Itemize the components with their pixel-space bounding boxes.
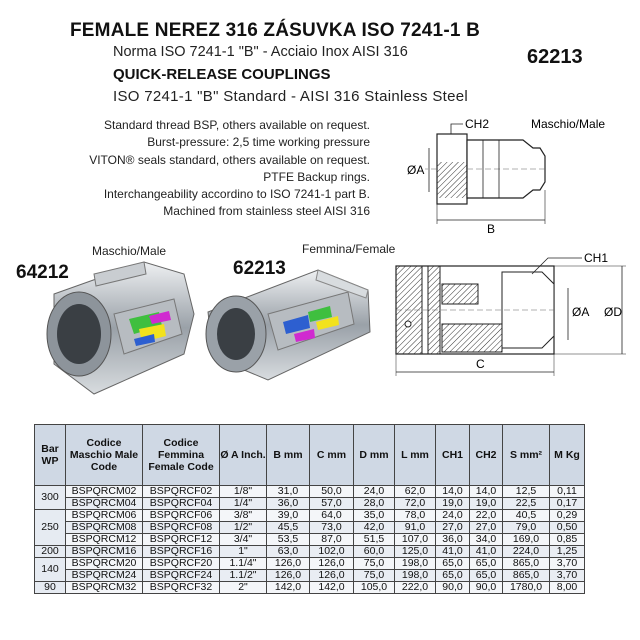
table-cell: 73,0 (310, 522, 354, 534)
table-cell: 40,5 (503, 510, 550, 522)
table-cell: 90,0 (470, 582, 503, 594)
table-cell: BSPQRCM32 (66, 582, 143, 594)
table-cell: BSPQRCM16 (66, 546, 143, 558)
subtitle-bold: QUICK-RELEASE COUPLINGS (113, 66, 331, 83)
table-cell: 1,25 (550, 546, 585, 558)
table-cell: BSPQRCM20 (66, 558, 143, 570)
table-cell: 2" (220, 582, 267, 594)
table-cell: 34,0 (470, 534, 503, 546)
table-cell: 65,0 (436, 558, 470, 570)
table-cell: 222,0 (395, 582, 436, 594)
bar-wp-cell: 140 (35, 558, 66, 582)
table-cell: 1/2" (220, 522, 267, 534)
description-line: Interchangeability accordino to ISO 7241-1 part B. (103, 187, 370, 202)
table-cell: BSPQRCM02 (66, 486, 143, 498)
dia-d-label: ØD (604, 305, 622, 319)
table-cell: BSPQRCM06 (66, 510, 143, 522)
header-male-code: Codice Maschio Male Code (66, 425, 143, 486)
table-cell: 126,0 (267, 558, 310, 570)
table-cell: 57,0 (310, 498, 354, 510)
description-line: Machined from stainless steel AISI 316 (163, 204, 370, 219)
table-cell: 0,50 (550, 522, 585, 534)
table-cell: BSPQRCF20 (143, 558, 220, 570)
table-cell: BSPQRCM24 (66, 570, 143, 582)
ch2-label: CH2 (465, 117, 490, 131)
table-cell: 65,0 (436, 570, 470, 582)
table-cell: 865,0 (503, 558, 550, 570)
female-coupling-image (198, 262, 380, 386)
dim-b-label: B (487, 222, 496, 236)
header-d: D mm (354, 425, 395, 486)
table-cell: 126,0 (310, 558, 354, 570)
female-technical-drawing (382, 244, 636, 380)
header-female-code: Codice Femmina Female Code (143, 425, 220, 486)
header-l: L mm (395, 425, 436, 486)
spec-table (34, 424, 585, 594)
dim-c-label: C (476, 357, 485, 371)
header-dia-a: Ø A Inch. (220, 425, 267, 486)
table-cell: 42,0 (354, 522, 395, 534)
table-cell: 39,0 (267, 510, 310, 522)
table-cell: 24,0 (436, 510, 470, 522)
table-cell: 75,0 (354, 558, 395, 570)
table-cell: 65,0 (470, 558, 503, 570)
table-row (35, 522, 585, 534)
table-cell: 865,0 (503, 570, 550, 582)
table-row (35, 486, 585, 498)
table-cell: BSPQRCM04 (66, 498, 143, 510)
description-block (30, 117, 370, 221)
product-code: 62213 (527, 46, 583, 68)
table-body (35, 486, 585, 594)
header-b: B mm (267, 425, 310, 486)
table-cell: 102,0 (310, 546, 354, 558)
table-cell: 22,5 (503, 498, 550, 510)
description-line: PTFE Backup rings. (263, 169, 370, 184)
female-photo-code: 62213 (233, 258, 286, 279)
bar-wp-cell: 300 (35, 486, 66, 510)
male-technical-drawing (395, 112, 625, 238)
table-header-row (35, 425, 585, 486)
description-line: VITON® seals standard, others available on request. (89, 152, 370, 167)
bar-wp-cell: 90 (35, 582, 66, 594)
table-cell: 19,0 (436, 498, 470, 510)
table-cell: 36,0 (436, 534, 470, 546)
table-cell: 75,0 (354, 570, 395, 582)
table-cell: 24,0 (354, 486, 395, 498)
table-cell: 28,0 (354, 498, 395, 510)
table-cell: 35,0 (354, 510, 395, 522)
bar-wp-cell: 250 (35, 510, 66, 546)
table-cell: 12,5 (503, 486, 550, 498)
table-cell: BSPQRCF32 (143, 582, 220, 594)
table-row (35, 546, 585, 558)
table-cell: BSPQRCF02 (143, 486, 220, 498)
table-cell: 31,0 (267, 486, 310, 498)
table-cell: BSPQRCF16 (143, 546, 220, 558)
table-cell: 8,00 (550, 582, 585, 594)
male-photo-code: 64212 (16, 262, 69, 283)
table-cell: 87,0 (310, 534, 354, 546)
table-row (35, 558, 585, 570)
table-cell: 22,0 (470, 510, 503, 522)
table-cell: 14,0 (436, 486, 470, 498)
table-cell: 107,0 (395, 534, 436, 546)
dia-a-label: ØA (572, 305, 590, 319)
table-cell: 0,17 (550, 498, 585, 510)
table-cell: 1.1/2" (220, 570, 267, 582)
subtitle-italian: Norma ISO 7241-1 "B" - Acciaio Inox AISI 316 (113, 44, 408, 60)
table-row (35, 534, 585, 546)
ch1-label: CH1 (584, 251, 609, 265)
male-coupling-image (34, 254, 204, 404)
table-cell: BSPQRCM08 (66, 522, 143, 534)
table-cell: BSPQRCF06 (143, 510, 220, 522)
table-cell: 126,0 (310, 570, 354, 582)
female-photo-label: Femmina/Female (302, 242, 396, 256)
table-cell: 72,0 (395, 498, 436, 510)
table-cell: 41,0 (436, 546, 470, 558)
table-cell: 36,0 (267, 498, 310, 510)
page-title: FEMALE NEREZ 316 ZÁSUVKA ISO 7241-1 B (70, 20, 481, 41)
table-cell: BSPQRCF04 (143, 498, 220, 510)
table-cell: 3/4" (220, 534, 267, 546)
table-cell: 224,0 (503, 546, 550, 558)
table-cell: 27,0 (436, 522, 470, 534)
table-cell: 19,0 (470, 498, 503, 510)
table-cell: 1.1/4" (220, 558, 267, 570)
table-cell: 1780,0 (503, 582, 550, 594)
table-cell: 79,0 (503, 522, 550, 534)
table-cell: 27,0 (470, 522, 503, 534)
table-cell: BSPQRCF08 (143, 522, 220, 534)
table-cell: 169,0 (503, 534, 550, 546)
table-cell: BSPQRCM12 (66, 534, 143, 546)
table-cell: 91,0 (395, 522, 436, 534)
table-row (35, 510, 585, 522)
table-cell: 53,5 (267, 534, 310, 546)
table-cell: 62,0 (395, 486, 436, 498)
table-cell: 50,0 (310, 486, 354, 498)
header-c: C mm (310, 425, 354, 486)
table-cell: 0,11 (550, 486, 585, 498)
table-cell: 14,0 (470, 486, 503, 498)
table-cell: 198,0 (395, 570, 436, 582)
table-cell: 1" (220, 546, 267, 558)
table-row (35, 570, 585, 582)
table-cell: 125,0 (395, 546, 436, 558)
table-cell: 45,5 (267, 522, 310, 534)
table-cell: 3,70 (550, 558, 585, 570)
table-cell: 63,0 (267, 546, 310, 558)
description-line: Standard thread BSP, others available on request. (104, 118, 370, 132)
table-cell: 1/4" (220, 498, 267, 510)
header-ch1: CH1 (436, 425, 470, 486)
subtitle-english: ISO 7241-1 "B" Standard - AISI 316 Stainless Steel (113, 88, 469, 105)
table-cell: 51,5 (354, 534, 395, 546)
table-cell: 142,0 (267, 582, 310, 594)
description-line: Burst-pressure: 2,5 time working pressure (147, 135, 370, 150)
table-cell: 64,0 (310, 510, 354, 522)
table-cell: 3/8" (220, 510, 267, 522)
table-cell: 3,70 (550, 570, 585, 582)
table-row (35, 582, 585, 594)
table-cell: 0,85 (550, 534, 585, 546)
header-s: S mm² (503, 425, 550, 486)
table-cell: 0,29 (550, 510, 585, 522)
table-cell: 78,0 (395, 510, 436, 522)
bar-wp-cell: 200 (35, 546, 66, 558)
male-caption: Maschio/Male (531, 117, 606, 131)
table-cell: 41,0 (470, 546, 503, 558)
header-ch2: CH2 (470, 425, 503, 486)
table-row (35, 498, 585, 510)
table-cell: 60,0 (354, 546, 395, 558)
table-cell: 105,0 (354, 582, 395, 594)
table-cell: 198,0 (395, 558, 436, 570)
header-m: M Kg (550, 425, 585, 486)
dia-a-label: ØA (407, 163, 425, 177)
table-cell: 90,0 (436, 582, 470, 594)
table-cell: 126,0 (267, 570, 310, 582)
table-cell: 65,0 (470, 570, 503, 582)
table-cell: 1/8" (220, 486, 267, 498)
table-cell: 142,0 (310, 582, 354, 594)
male-photo-label: Maschio/Male (92, 244, 167, 258)
table-cell: BSPQRCF24 (143, 570, 220, 582)
table-cell: BSPQRCF12 (143, 534, 220, 546)
header-bar: Bar WP (35, 425, 66, 486)
